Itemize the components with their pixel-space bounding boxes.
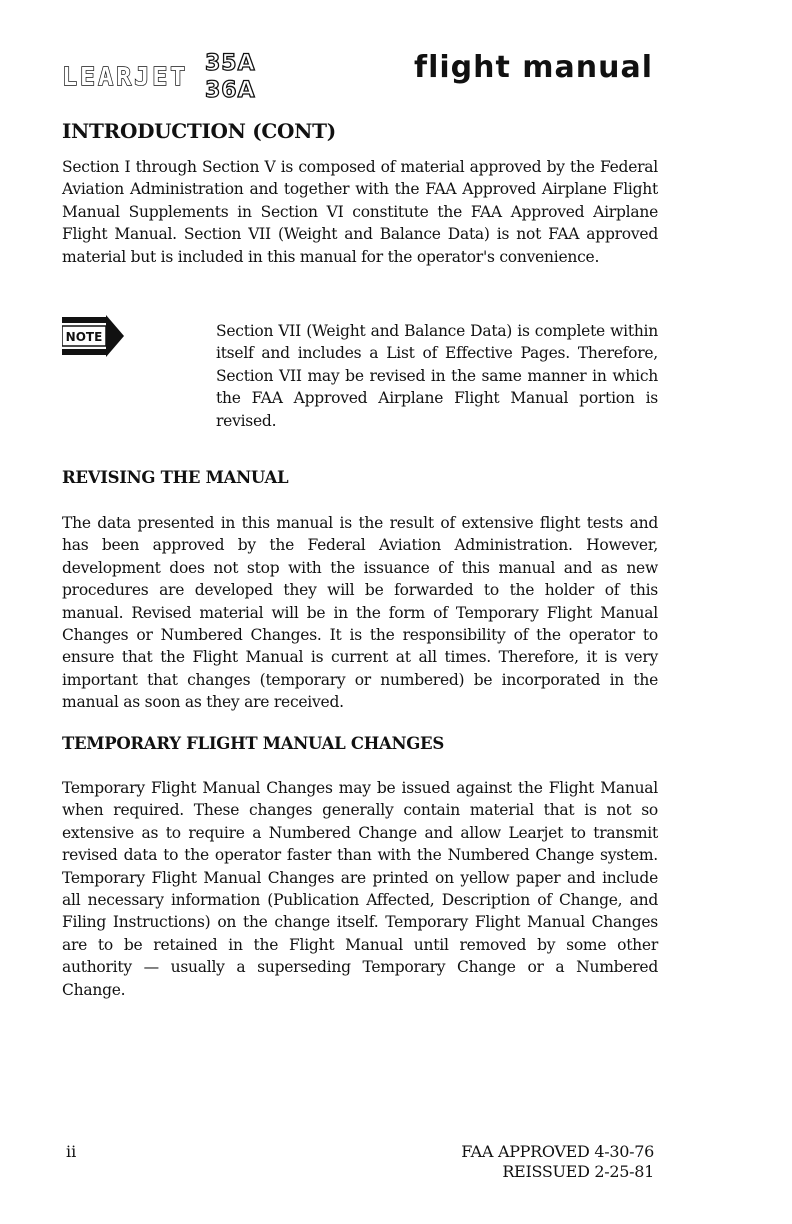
note-text: Section VII (Weight and Balance Data) is complete within itself and includes a List of Effective Pages. Therefore, Section VII may be revised in the same manner in which the FAA Approved Airplane Flight Manual portion is revised. [216, 322, 658, 430]
brand-wordmark: LEARJET [62, 62, 189, 91]
temporary-paragraph: Temporary Flight Manual Changes may be issued against the Flight Manual when required. These changes generally contain material that is not so extensive as to require a Numbered Change and allow Learjet to transmit revised data to the operator faster than with the Numbered Change system. Temporary Flight Manual Changes are printed on yellow paper and include all necessary information (Publication Affected, Description of Change, and Filing Instructions) on the change itself. Temporary Flight Manual Changes are to be retained in the Flight Manual until removed by some other authority — usually a superseding Temporary Change or a Numbered Change. [62, 779, 658, 999]
note-arrow-icon [62, 315, 124, 361]
temporary-section [62, 777, 658, 1001]
note-block [62, 315, 658, 435]
reissued-date: REISSUED 2-25-81 [502, 1162, 654, 1181]
intro-paragraph: Section I through Section V is composed of material approved by the Federal Aviation Administration and together with the FAA Approved Airplane Flight Manual Supplements in Section VI constitute the FAA Approved Airplane Flight Manual. Section VII (Weight and Balance Data) is not FAA approved material but is included in this manual for the operator's convenience. [62, 158, 658, 266]
revising-heading: REVISING THE MANUAL [62, 468, 289, 487]
intro-section [62, 156, 658, 268]
temporary-heading: TEMPORARY FLIGHT MANUAL CHANGES [62, 734, 444, 753]
revising-paragraph: The data presented in this manual is the result of extensive flight tests and has been approved by the Federal Aviation Administration. However, development does not stop with the issuance of this manual and as new procedures are developed they will be forwarded to the holder of this manual. Revised material will be in the form of Temporary Flight Manual Changes or Numbered Changes. It is the responsibility of the operator to ensure that the Flight Manual is current at all times. Therefore, it is very important that changes (temporary or numbered) be incorporated in the manual as soon as they are received. [62, 514, 658, 712]
approval-footer [461, 1142, 654, 1182]
intro-heading: INTRODUCTION (CONT) [62, 119, 336, 143]
revising-section [62, 512, 658, 714]
manual-title: flight manual [414, 50, 653, 85]
page-number: ii [66, 1142, 77, 1161]
model-35a: 35A [205, 51, 256, 76]
model-designations [205, 50, 281, 104]
note-label: NOTE [65, 330, 103, 344]
model-36a: 36A [205, 78, 256, 103]
faa-approved-date: FAA APPROVED 4-30-76 [461, 1142, 654, 1161]
